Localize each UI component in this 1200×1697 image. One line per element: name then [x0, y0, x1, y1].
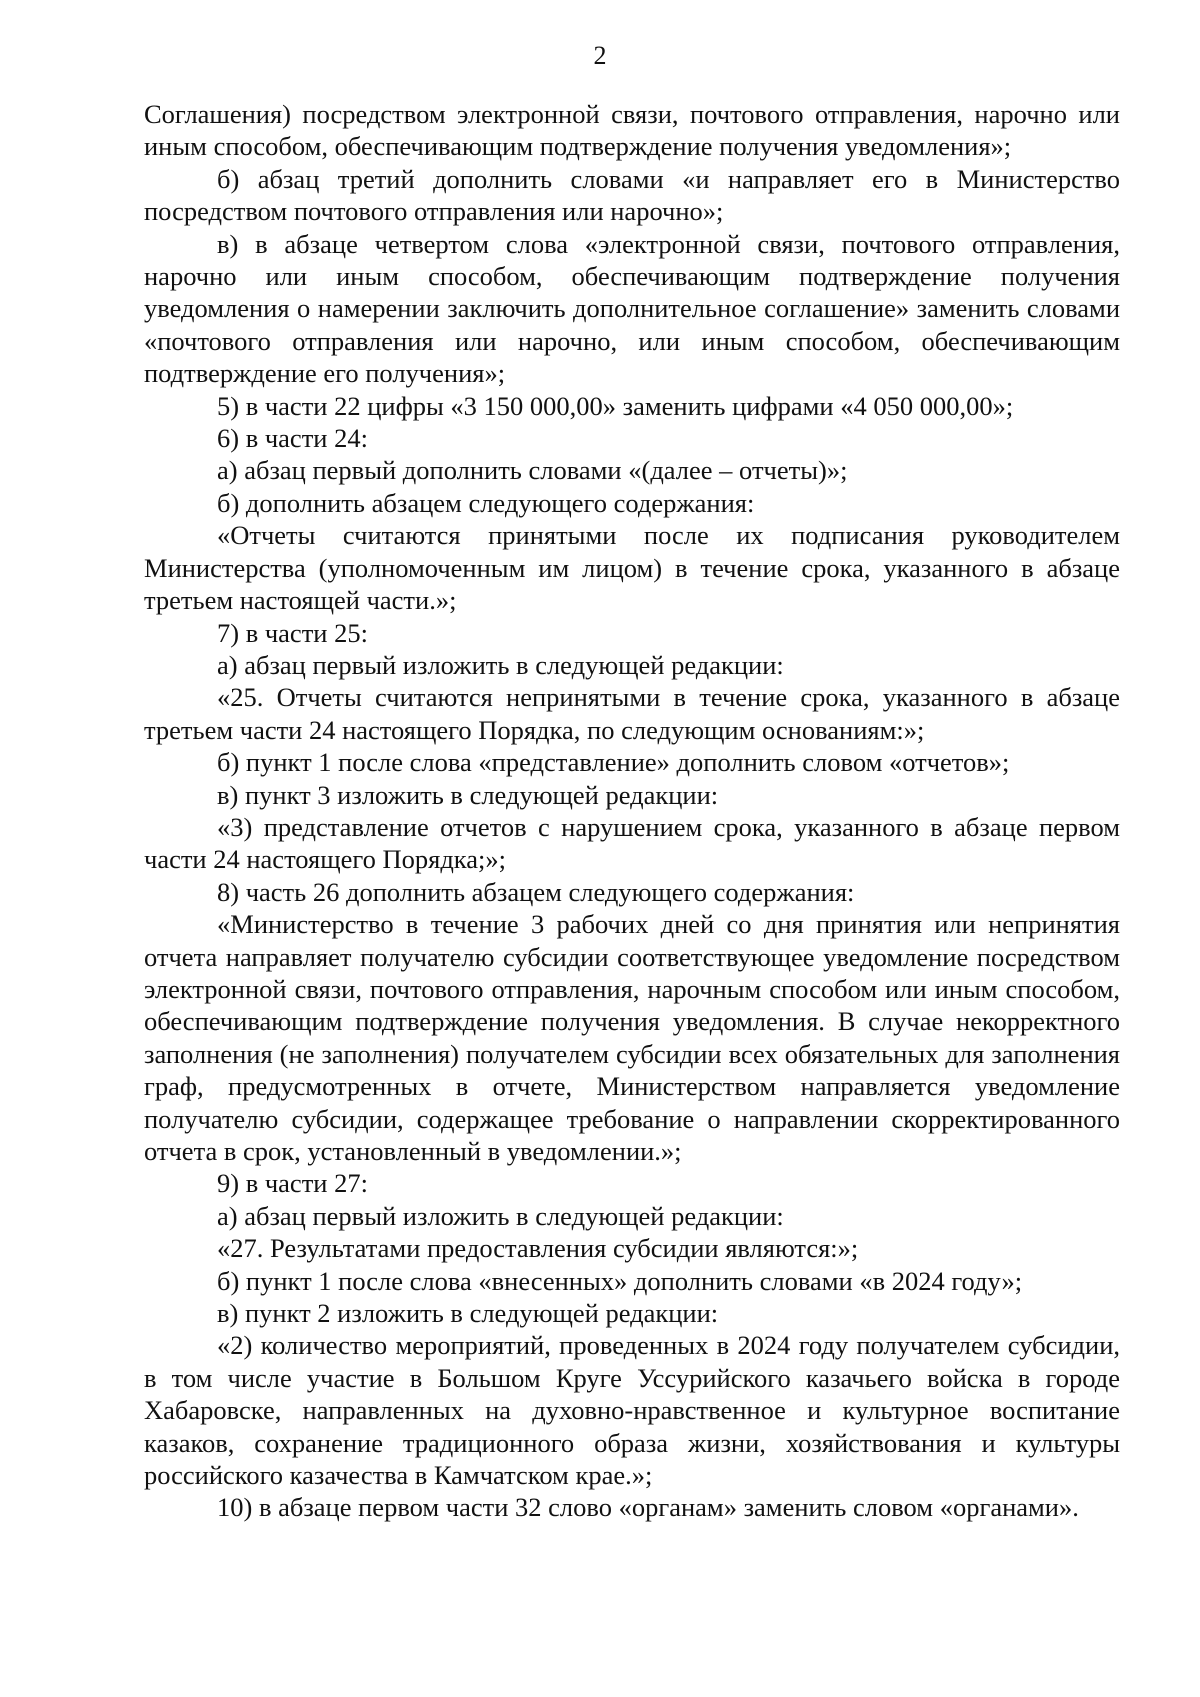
paragraph: «3) представление отчетов с нарушением срока, указанного в абзаце первом части 24 настоящего Порядка;»; — [144, 811, 1120, 875]
paragraph: а) абзац первый изложить в следующей редакции: — [217, 649, 784, 680]
paragraph: б) дополнить абзацем следующего содержания: — [217, 487, 755, 518]
paragraph: 7) в части 25: — [217, 617, 368, 648]
document-body — [144, 98, 1120, 1524]
paragraph: в) пункт 2 изложить в следующей редакции: — [217, 1298, 719, 1329]
paragraph: «Отчеты считаются принятыми после их подписания руководителем Министерства (уполномоченным им лицом) в течение срока, указанного в абзаце третьем настоящей части.»; — [144, 520, 1120, 616]
paragraph: 5) в части 22 цифры «3 150 000,00» заменить цифрами «4 050 000,00»; — [217, 390, 1014, 421]
paragraph: б) пункт 1 после слова «представление» дополнить словом «отчетов»; — [217, 747, 1010, 778]
paragraph: 8) часть 26 дополнить абзацем следующего содержания: — [217, 876, 855, 907]
paragraph: б) абзац третий дополнить словами «и направляет его в Министерство посредством почтового отправления или нарочно»; — [144, 163, 1120, 227]
paragraph: «27. Результатами предоставления субсидии являются:»; — [217, 1233, 859, 1264]
paragraph: в) пункт 3 изложить в следующей редакции: — [217, 779, 719, 810]
paragraph: 10) в абзаце первом части 32 слово «органам» заменить словом «органами». — [217, 1492, 1079, 1523]
paragraph: а) абзац первый изложить в следующей редакции: — [217, 1200, 784, 1231]
paragraph: б) пункт 1 после слова «внесенных» дополнить словами «в 2024 году»; — [217, 1265, 1023, 1296]
paragraph: «2) количество мероприятий, проведенных в 2024 году получателем субсидии, в том числе участие в Большом Круге Уссурийского казачьего войска в городе Хабаровске, направленных на духовно-нравственное и культурное воспитание казаков, сохранение традиционного образа жизни, хозяйствования и культуры российского казачества в Камчатском крае.»; — [144, 1330, 1120, 1491]
page-number: 2 — [593, 41, 607, 70]
paragraph: 6) в части 24: — [217, 423, 368, 454]
paragraph: 9) в части 27: — [217, 1168, 368, 1199]
paragraph: «25. Отчеты считаются непринятыми в течение срока, указанного в абзаце третьем части 24 настоящего Порядка, по следующим основаниям:»; — [144, 682, 1120, 745]
paragraph: Соглашения) посредством электронной связи, почтового отправления, нарочно или иным способом, обеспечивающим подтверждение получения уведомления»; — [144, 99, 1120, 162]
paragraph: а) абзац первый дополнить словами «(далее – отчеты)»; — [217, 455, 848, 486]
paragraph: в) в абзаце четвертом слова «электронной связи, почтового отправления, нарочно или иным способом, обеспечивающим подтверждение получения уведомления о намерении заключить дополнительное соглашение» заменить словами «почтового отправления или нарочно, или иным способом, обеспечивающим подтверждение его получения»; — [144, 228, 1120, 389]
paragraph: «Министерство в течение 3 рабочих дней со дня принятия или непринятия отчета направляет получателю субсидии соответствующее уведомление посредством электронной связи, почтового отправления, нарочным способом или иным способом, обеспечивающим подтверждение получения уведомления. В случае некорректного заполнения (не заполнения) получателем субсидии всех обязательных для заполнения граф, предусмотренных в отчете, Министерством направляется уведомление получателю субсидии, содержащее требование о направлении скорректированного отчета в срок, установленный в уведомлении.»; — [144, 909, 1120, 1166]
